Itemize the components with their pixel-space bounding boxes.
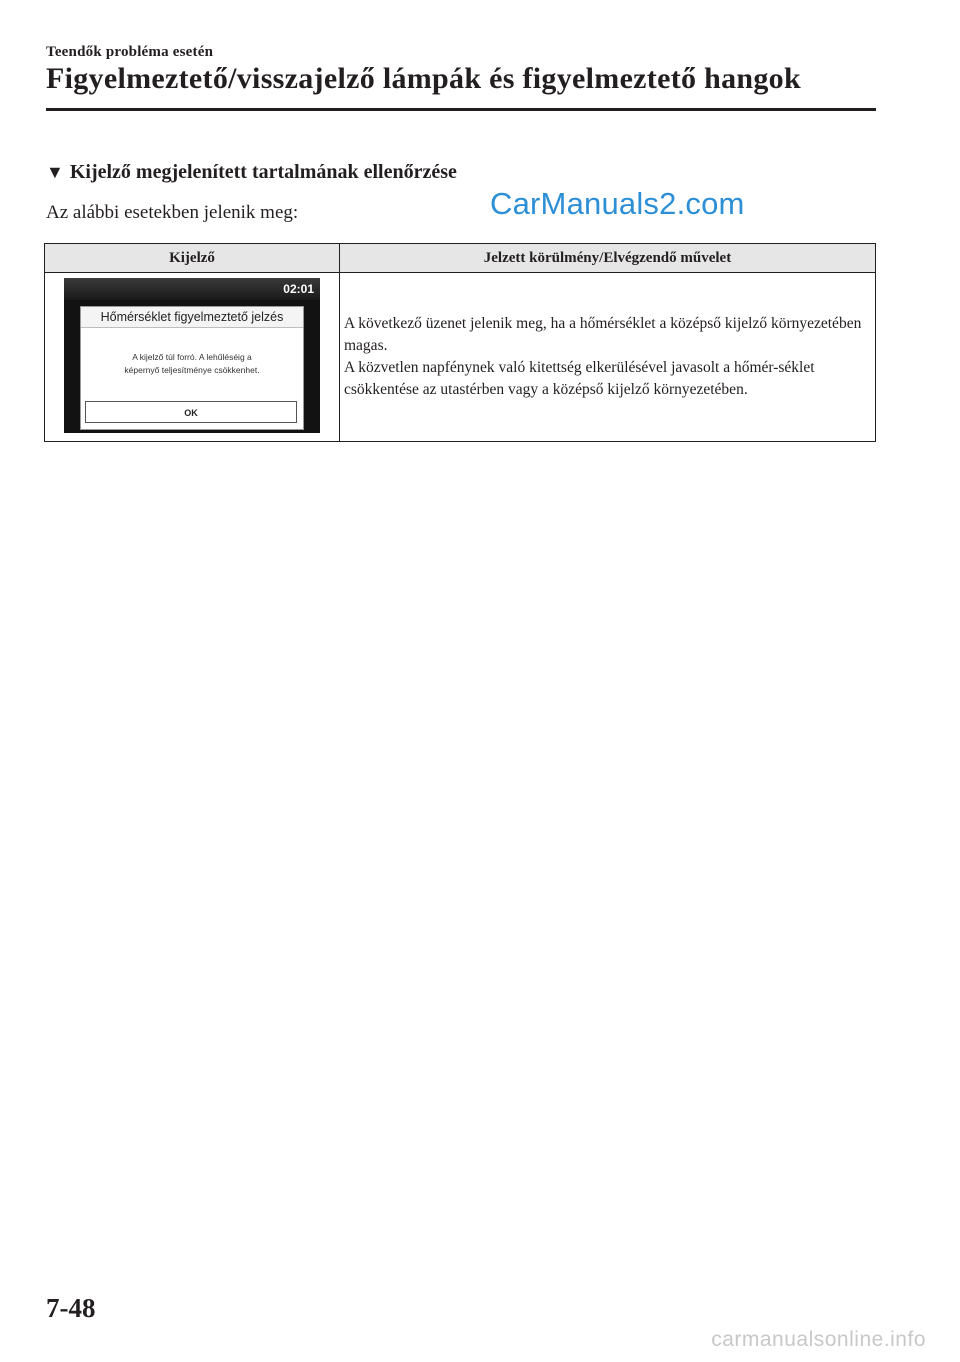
triangle-marker-icon: ▼ (46, 162, 64, 182)
display-screenshot (64, 278, 320, 433)
watermark-carmanualsonline[interactable]: carmanualsonline.info (711, 1328, 926, 1351)
screen-clock: 02:01 (283, 282, 314, 296)
display-cell (45, 273, 340, 442)
column-header-condition: Jelzett körülmény/Elvégzendő művelet (340, 244, 876, 273)
column-header-display: Kijelző (45, 244, 340, 273)
watermark-carmanuals2[interactable]: CarManuals2.com (490, 186, 745, 221)
dialog-message-line: képernyő teljesítménye csökkenhet. (124, 365, 260, 375)
subheading-text: Kijelző megjelenített tartalmának ellenőrzése (69, 161, 457, 183)
table-header-row (45, 244, 876, 273)
description-paragraph: A közvetlen napfénynek való kitettség elkerülésével javasolt a hőmér-séklet csökkentése az utastérben vagy a középső kijelző környezetében. (344, 359, 815, 398)
page-title: Figyelmeztető/visszajelző lámpák és figyelmeztető hangok (46, 62, 801, 95)
warning-dialog (80, 306, 304, 430)
table-row (45, 273, 876, 442)
intro-text: Az alábbi esetekben jelenik meg: (46, 202, 299, 223)
title-rule (46, 108, 876, 111)
condition-description (344, 313, 867, 401)
description-paragraph: A következő üzenet jelenik meg, ha a hőmérséklet a középső kijelző környezetében magas. (344, 315, 862, 354)
subheading (46, 161, 457, 184)
ok-button: OK (85, 401, 297, 423)
screen-status-bar (64, 278, 320, 300)
dialog-title: Hőmérséklet figyelmeztető jelzés (81, 307, 303, 328)
condition-cell (340, 273, 876, 442)
info-table (44, 243, 876, 442)
section-label: Teendők probléma esetén (46, 44, 214, 60)
dialog-message (87, 351, 297, 377)
page-number: 7-48 (46, 1293, 96, 1323)
dialog-message-line: A kijelző túl forró. A lehűléséig a (132, 352, 252, 362)
